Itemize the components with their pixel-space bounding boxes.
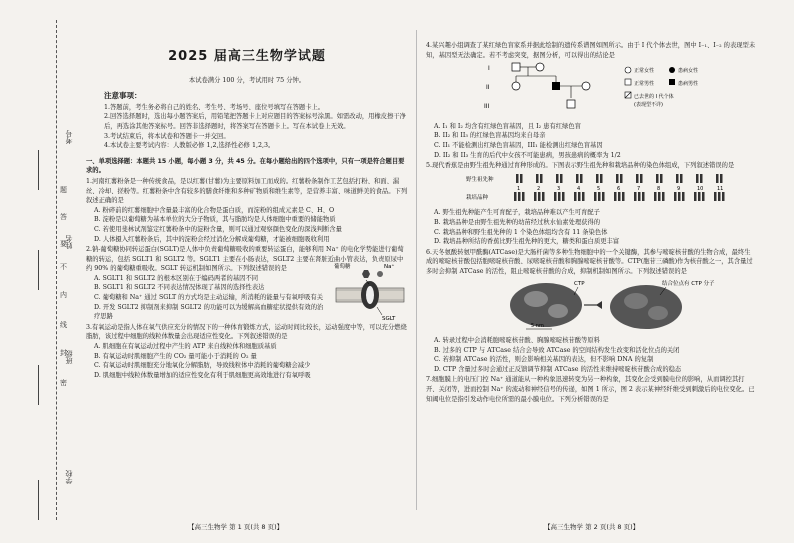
gen-label-i: I: [488, 65, 490, 73]
chromosome-number: 2: [537, 185, 541, 192]
q1-option-c: C. 若使用斐林试剂鉴定红薯粉条中的淀粉含量，则可以通过观察颜色变化的深浅判断含量: [94, 225, 342, 233]
chromosome-number: 8: [657, 185, 661, 192]
chromosome-cultivar: [698, 192, 701, 201]
atcase-figure: [426, 277, 756, 333]
seal-char: 内: [60, 291, 67, 299]
q6-option-c: C. 若抑制 ATCase 的活性，则会影响相关基因的表达，但不影响 DNA 的复制: [434, 356, 654, 364]
chromosome-wild: [616, 174, 619, 183]
chromosome-number: 11: [717, 185, 724, 192]
chromosome-cultivar: [594, 192, 597, 201]
seal-char: 密: [60, 379, 67, 387]
question-6: 6.天冬氨酸转氨甲酰酶(ATCase)是大肠杆菌等多种生物细胞中的一个关键酶，其参与嘧啶核苷酸的生物合成，最终生成的嘧啶核苷酸包括胞嘧啶核苷酸、尿嘧啶核苷酸和胸腺嘧啶核苷酸等。CTP(胞苷三磷酸)作为核苷酸之一，其含量过多时会抑制 ATCase 的活性，阻止嘧啶核苷酸的合成，抑制机制如图所示。下列叙述错误的是: [426, 248, 753, 275]
chromosome-cultivar: [618, 192, 621, 201]
chromosome-wild: [680, 174, 683, 183]
q4-option-b: B. II₂ 和 II₃ 的红绿色盲基因均来自母亲: [434, 132, 546, 140]
q4-option-c: C. II₁ 不能检测出红绿色盲基因，III₁ 能检测出红绿色盲基因: [434, 141, 603, 149]
legend-deceased: 已去世的 I 代个体: [634, 94, 674, 101]
chromosome-cultivar: [514, 192, 517, 201]
q2-option-a: A. SGLT1 和 SGLT2 的根本区别在于编码两者的基因不同: [94, 274, 259, 282]
chromosome-wild: [520, 174, 523, 183]
chromosome-cultivar: [654, 192, 657, 201]
section-heading: 一、单项选择题：本题共 15 小题，每小题 3 分，共 45 分。在每小题给出的四个选项中，只有一项是符合题目要求的。: [86, 157, 405, 175]
chromosome-cultivar: [602, 192, 605, 201]
sglt-label: SGLT: [382, 315, 396, 322]
q2-option-b: B. SGLT1 和 SGLT2 不同表达情况体现了基因的选择性表达: [94, 284, 265, 292]
q2-option-d: D. 开发 SGLT2 抑制剂来抑制 SGLT2 的功能可以为缓解高血糖症状提供有效的治疗思路: [94, 303, 324, 321]
chromosome-wild: [540, 174, 543, 183]
chromosome-number: 4: [577, 185, 581, 192]
xingming-field: [38, 250, 39, 290]
chromosome-cultivar: [522, 192, 525, 201]
legend-affected-male: 患病男性: [678, 81, 699, 88]
chromosome-cultivar: [674, 192, 677, 201]
notice-item: 1.答题前，考生务必将自己的姓名、考生号、考场号、座位号填写在答题卡上。: [104, 103, 325, 111]
chromosome-wild: [600, 174, 603, 183]
chromosome-cultivar: [562, 192, 565, 201]
chromosome-wild: [516, 174, 519, 183]
chromosome-wild: [636, 174, 639, 183]
gen-label-ii: II: [486, 84, 490, 92]
chromosome-cultivar: [538, 192, 541, 201]
kaohao-field: [38, 150, 39, 190]
chromosome-wild: [720, 174, 723, 183]
chromosome-wild: [580, 174, 583, 183]
chromosome-cultivar: [714, 192, 717, 201]
chromosome-cultivar: [694, 192, 697, 201]
chromosome-cultivar: [722, 192, 725, 201]
seal-char: 要: [60, 240, 67, 248]
chromosome-cultivar: [678, 192, 681, 201]
xingming-label: 姓名: [65, 235, 73, 249]
chromosome-numbers: [517, 186, 723, 192]
chromosome-cultivar: [634, 192, 637, 201]
chromosome-wild: [556, 174, 559, 183]
chromosome-wild: [560, 174, 563, 183]
page-separator: [416, 30, 417, 510]
q5-option-d: D. 栽培品种所结的香蕉比野生祖先种的更大，糖类和蛋白质更丰富: [434, 238, 620, 246]
pedigree-figure: [426, 60, 756, 118]
chromosome-number: 7: [637, 185, 641, 192]
chromosome-wild: [696, 174, 699, 183]
q4-option-d: D. II₂ 和 II₃ 生育的后代中女孩不可能患病，男孩患病的概率为 1/2: [434, 151, 621, 159]
chromosome-number: 10: [697, 185, 704, 192]
chromosome-wild: [596, 174, 599, 183]
chromosome-figure: [426, 171, 756, 205]
chromosome-cultivar: [582, 192, 585, 201]
chromosome-wild: [676, 174, 679, 183]
chromosome-wild: [536, 174, 539, 183]
chromosome-cultivar: [642, 192, 645, 201]
chromosome-number: 5: [597, 185, 601, 192]
question-4: 4.某兴趣小组调查了某红绿色盲家系并据此绘制的遗传系谱图如图所示。由于 I 代个体去世，图中 I₋₁、I₋₂ 的表现型未知，基因型无法确定。若不考虑突变，据图分析，可以得出的结论是: [426, 42, 756, 59]
chromosome-cultivar: [622, 192, 625, 201]
chromosome-wild: [620, 174, 623, 183]
seal-char: 答: [60, 213, 67, 221]
question-7: 7.细胞膜上的电压门控 Na⁺ 通道能从一种构象迅速转变为另一种构象，其变化会受到膜电位的影响，从而调控其打开、关闭等，进而控制 Na⁺ 的流动和神经信号的传递，如图 1 所示，图 2 表示某神经纤维受到刺激后的电位变化。已知阈电位是指引发动作电位所需的最小膜电位。下列分析错误的是: [426, 376, 755, 403]
q6-option-d: D. CTP 含量过多时会通过正反馈调节抑制 ATCase 的活性来维持嘧啶核苷酸合成的稳态: [434, 365, 682, 373]
q6-option-a: A. 转录过程中会消耗胞嘧啶核苷酸、胸腺嘧啶核苷酸等原料: [434, 337, 600, 345]
chromosome-wild: [656, 174, 659, 183]
seal-char: 封: [60, 349, 67, 357]
left-page: [86, 0, 408, 380]
chromosome-cultivar: [534, 192, 537, 201]
question-3: 3.有氧运动是指人体在氧气供应充分的情况下的一种体育锻炼方式，运动时间比较长，运动强度中等，可以充分燃烧脂肪，该过程中细胞的线粒体数量会出现适应性变化。下列叙述错误的是: [86, 323, 407, 341]
q3-option-a: A. 肌细胞在有氧运动过程中产生的 ATP 来自线粒体和细胞质基质: [94, 343, 277, 351]
row-cultivar: 栽培品种: [466, 194, 489, 201]
legend-normal-female: 正常女性: [634, 68, 655, 75]
glucose-label: 葡萄糖: [334, 263, 351, 270]
chromosome-row-cultivar: [514, 192, 725, 201]
chromosome-cultivar: [662, 192, 665, 201]
gen-label-iii: III: [484, 103, 490, 111]
chromosome-cultivar: [578, 192, 581, 201]
chromosome-wild: [660, 174, 663, 183]
exam-title: 2025 届高三生物学试题: [168, 49, 326, 64]
q5-option-c: C. 栽培品种和野生祖先种的 1 个染色体组均含有 11 条染色体: [434, 228, 608, 236]
chromosome-wild: [576, 174, 579, 183]
q3-option-c: C. 有氧运动时肌细胞充分地氧化分解脂肪，导致线粒体中消耗的葡萄糖会减少: [94, 362, 311, 370]
chromosome-number: 3: [557, 185, 561, 192]
chromosome-wild: [700, 174, 703, 183]
footer-page-2: 【高三生物学 第 2 页(共 8 页)】: [544, 523, 640, 531]
q1-option-a: A. 粉碎前的红薯细胞中含量最丰富的化合物是蛋白质，而淀粉的组成元素是 C、H、O: [94, 206, 335, 214]
footer-page-1: 【高三生物学 第 1 页(共 8 页)】: [188, 523, 284, 531]
exam-meta: 本试卷满分 100 分，考试用时 75 分钟。: [188, 76, 306, 84]
chromosome-row-wild: [516, 174, 723, 183]
q3-option-b: B. 有氧运动时肌细胞产生的 CO₂ 量可能小于消耗的 O₂ 量: [94, 352, 257, 360]
xuexiao-label: 学校: [65, 470, 73, 484]
chromosome-cultivar: [558, 192, 561, 201]
notice-item: 2.回答选择题时，选出每小题答案后，用铅笔把答题卡上对应题目的答案标号涂黑。如需改动，用橡皮擦干净后，再选涂其他答案标号。回答非选择题时，将答案写在答题卡上。写在本试卷上无效。: [104, 113, 406, 130]
sglt-figure: [332, 260, 408, 330]
row-wild: 野生祖先种: [466, 176, 494, 183]
chromosome-cultivar: [638, 192, 641, 201]
q3-option-d: D. 肌细胞中线粒体数量增加的适应性变化有利于肌细胞更高效地进行有氧呼吸: [94, 371, 311, 379]
q1-option-b: B. 淀粉是以葡萄糖为基本单位的大分子物质，其与脂肪均是人体细胞中重要的储能物质: [94, 216, 336, 224]
scale-label: 5 nm: [531, 322, 544, 329]
chromosome-wild: [640, 174, 643, 183]
q5-option-a: A. 野生祖先种能产生可育配子，栽培品种难以产生可育配子: [434, 209, 600, 217]
chromosome-cultivar: [614, 192, 617, 201]
notice-item: 3.考试结束后，将本试卷和答题卡一并交回。: [104, 132, 230, 140]
legend-affected-female: 患病女性: [678, 68, 699, 75]
chromosome-cultivar: [574, 192, 577, 201]
chromosome-cultivar: [682, 192, 685, 201]
chromosome-cultivar: [542, 192, 545, 201]
q4-option-a: A. I₁ 和 I₂ 均含有红绿色盲基因，且 I₂ 患有红绿色盲: [434, 122, 581, 130]
xuexiao-field: [38, 480, 39, 520]
seal-char: 不: [60, 263, 67, 271]
banji-label: 班级: [65, 350, 73, 364]
chromosome-number: 9: [677, 185, 681, 192]
binding-strip: [0, 0, 78, 543]
q1-option-d: D. 人体摄入红薯粉条后，其中的淀粉会经过消化分解成葡萄糖，才能被细胞吸收利用: [94, 235, 330, 243]
notice-item: 4.本试卷主要考试内容：人教版必修 1,2,选择性必修 1,2,3。: [104, 142, 275, 150]
chromosome-cultivar: [554, 192, 557, 201]
question-1: 1.河南红薯粉条是一种传统食品，是以红薯(甘薯)为主要原料加工而成的。红薯粉条制作工艺包括打粉、和面、漏丝、冷却、搓粉等。红薯粉条中含有较多的膳食纤维和多种矿物质和维生素等，是营养丰富、味道鲜美的食品。下列叙述正确的是: [86, 177, 408, 205]
question-5: 5.现代香蕉是由野生祖先种通过育种形成的。下图表示野生祖先种和栽培品种的染色体组成，下列叙述错误的是: [426, 162, 735, 170]
question-2: 2.钠-葡萄糖协同转运蛋白(SGLT)是人体中负责葡萄糖吸收的重要转运蛋白，能够利用 Na⁺ 的电化学势能进行葡萄糖的转运，包括 SGLT1 和 SGLT2 等。SGLT1 主要在小肠表达，SGLT2 主要在肾脏近曲小管表达，负责原尿中约 90% 的葡萄糖重吸收。SGLT 转运机制如图所示。下列叙述错误的是: [86, 246, 404, 273]
chromosome-number: 6: [617, 185, 621, 192]
chromosome-cultivar: [598, 192, 601, 201]
chromosome-cultivar: [518, 192, 521, 201]
banji-field: [38, 365, 39, 405]
ctp-binding-label: 结合位点有 CTP 分子: [662, 280, 715, 287]
ctp-label: CTP: [574, 280, 585, 287]
chromosome-wild: [716, 174, 719, 183]
chromosome-number: 1: [517, 185, 521, 192]
chromosome-cultivar: [658, 192, 661, 201]
q2-option-c: C. 葡萄糖和 Na⁺ 通过 SGLT 的方式均是主动运输，所消耗的能量与有氧呼吸有关: [94, 294, 324, 302]
legend-normal-male: 正常男性: [634, 81, 655, 88]
na-label: Na⁺: [384, 263, 395, 270]
chromosome-cultivar: [718, 192, 721, 201]
binding-dashed-line: [56, 20, 57, 520]
kaohao-label: 考号: [65, 130, 73, 144]
right-page: [426, 40, 756, 404]
notice-heading: 注意事项：: [104, 91, 142, 101]
q5-option-b: B. 栽培品种是由野生祖先种的幼苗经过秋水仙素处理获得的: [434, 218, 601, 226]
q6-option-b: B. 过多的 CTP 与 ATCase 结合会导致 ATCase 的空间结构发生改变和活化位点的关闭: [434, 346, 680, 354]
seal-char: 题: [60, 186, 67, 194]
seal-char: 线: [60, 321, 67, 329]
legend-unknown: (表现型不详): [634, 102, 663, 109]
chromosome-cultivar: [702, 192, 705, 201]
